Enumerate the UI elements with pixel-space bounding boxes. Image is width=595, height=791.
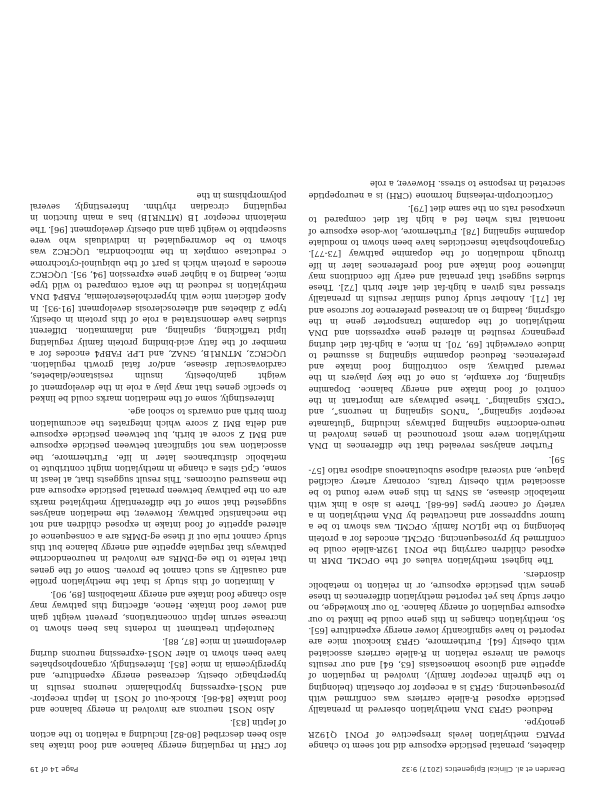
right-column: [30, 22, 287, 751]
running-citation: Dearden et al. Clinical Epigenetics (2017) 9:32: [401, 765, 565, 773]
paragraph: The highest methylation values of the OPCML DMR in exposed children carrying the PON1 192R-allele could be confirmed by pyrosequencing. OPCML encodes for a protein belonging to the IgLON family. OPCML was shown to be a tumor suppressor and inactivated by DNA methylation in a variety of cancer types [66-68]. There is also a link with metabolic disease, as SNPs in this gene were found to be associated with obesity traits, coronary artery calcified plaque, and visceral adipose subcutaneous adipose ratio [57-59].: [308, 454, 565, 567]
page-number: Page 14 of 19: [30, 765, 79, 773]
left-column: [309, 22, 566, 751]
page-header: [30, 759, 565, 773]
paragraph: Also NOS1 neurons are involved in energy balance and food intake [84-86]. Knock-out of NOS1 in leptin receptor- and NOS1-expressing hypothalamic neurons results in hyperphagic obesity, decreased energy expenditure, and hyperglycemia in mice [85]. Interestingly, organophosphates have been shown to alter NOS1-expressing neurons during development in mice [87, 88].: [30, 637, 287, 716]
paragraph: Corticotropin-releasing hormone (CRH) is a neuropeptide secreted in response to stress. However, a role: [308, 179, 565, 201]
paragraph: Reduced GPR3 DNA methylation observed in prenatally pesticide exposed R-allele carriers was confirmed with pyrosequencing. GPR3 is a receptor for obestatin (belonging to the ghrelin receptor family), involved in regulation of appetite and glucose homeostasis [63, 64] and our results showed an inverse relation in R-allele carriers associated with obesity [64]. Furthermore, GPR3 knockout mice are reported to have significantly lower energy expenditure [65]. So, methylation changes in this gene could be linked to our exposure regulation of energy balance. To our knowledge, no other study has yet reported methylation differences in these genes with pesticide exposure, or in relation to metabolic disorders.: [308, 569, 565, 716]
paragraph: A limitation of this study is that the methylation profile and causality as such cannot be proven. Some of the genes that relate to the eg-DMRs are involved in neuroendocrine pathways that regulate appetite and energy balance but this study cannot rule out if these eg-DMRs are a consequence of altered appetite of food intake in exposed children and not the mechanistic pathway. However, the mediation analyses suggested that some of the differentially methylated marks are on the pathway between prenatal pesticide exposure and the measured outcomes. This result suggests that, at least in some, CpG sites a change in methylation might contribute to metabolic disturbances later in life. Furthermore, the association was not significant between pesticide exposure and BMI Z score at birth, but between pesticide exposure and delta BMI Z score which integrates the accumulation from birth and onwards to school age.: [30, 407, 287, 587]
paragraph: Further analyses revealed that the differences in DNA methylation were most pronounced in genes involved in neuro-endocrine signaling pathways including “glutamate receptor signaling”, “nNOS signaling in neurons”, and “CDK5 signaling”. These pathways are important in the control of food intake and energy balance. Dopamine signaling, for example, is one of the key players in the reward pathway, also controlling food intake and preferences. Reduced dopamine signaling is assumed to induce overweight [69, 70]. In mice, a high-fat diet during pregnancy resulted in altered gene expression and DNA methylation of the dopamine transporter gene in the offspring, leading to an increased preference for sucrose and fat [71]. Another study found similar results in prenatally stressed rats given a high-fat diet after birth [72]. These studies suggest that prenatal and early life conditions may influence food intake and food preferences later in life through modulation of the dopamine pathway [73-77]. Organophosphate insecticides have been shown to modulate dopamine signaling [78]. Furthermore, low-dose exposure of neonatal rats when fed a high fat diet compared to unexposed rats on the same diet [79].: [308, 204, 565, 452]
paragraph: diabetes, prenatal pesticide exposure did not seem to change PPARG methylation levels irrespective of PON1 Q192R genotype.: [308, 718, 565, 751]
paragraph: Neuroleptin treatment in rodents has been shown to increase serum leptin concentrations, prevent weight gain and lower food intake. Hence, affecting this pathway may also change food intake and energy metabolism [89, 90].: [30, 590, 287, 635]
paragraph: Interestingly, some of the mediation marks could be linked to specific genes that may play a role in the development of weight gain/obesity, insulin resistance/diabetes, cardiovascular disease, and/or fatal growth regulation. UQCRC2, MTNR1B, GNAZ, and LPP. FABP4 encodes for a member of the fatty acid-binding protein family regulating lipid trafficking, signaling, and inflammation. Different studies have demonstrated a role of this protein in obesity, type 2 diabetes and atherosclerosis development [91-93]. In ApoE deficient mice with hypercholesterolemia, FABP4 DNA methylation is reduced in the aorta compared to wild type mice, leading to a higher gene expression [94, 95]. UQCRC2 encodes a protein which is part of the ubiquinol-cytochrome c reductase complex in the mitochondria. UQCRC2 was shown to be downregulated in individuals who were susceptible to weight gain and obesity development [96]. The melatonin receptor 1B (MTNR1B) has a main function in regulating circadian rhythm. Interestingly, several polymorphisms in the: [30, 190, 287, 405]
paragraph: for CRH in regulating energy balance and food intake has also been described [80-82] including a relation to the action of leptin [83].: [30, 718, 287, 751]
body-columns: [30, 22, 565, 751]
